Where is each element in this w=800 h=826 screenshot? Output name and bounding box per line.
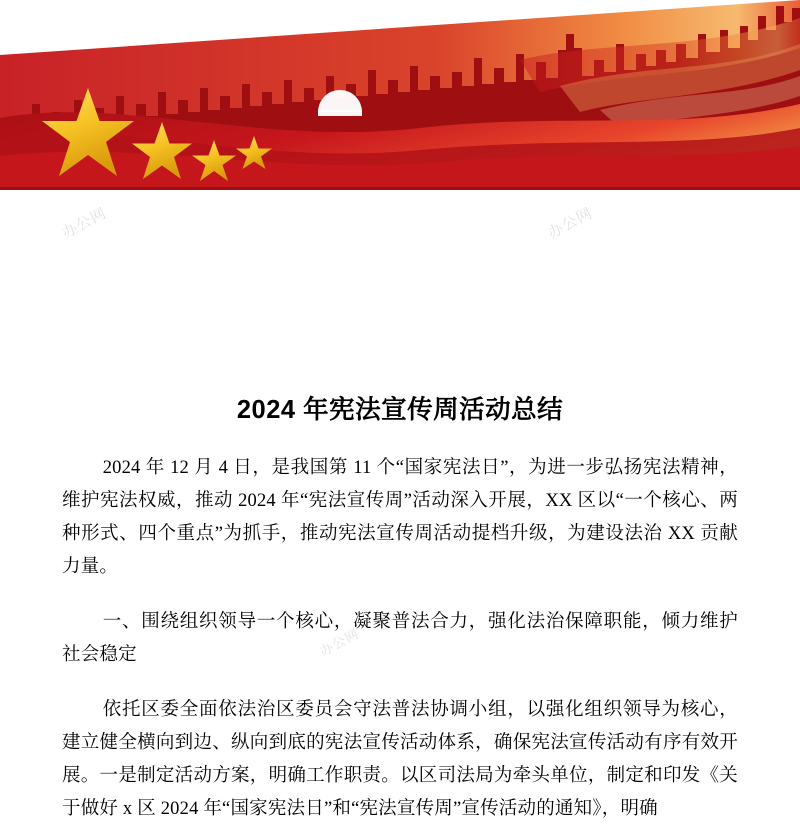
page-banner (0, 0, 800, 190)
document-body (0, 390, 800, 826)
watermark-center: 办公网 (317, 625, 362, 659)
watermark-right: 办公网 (545, 204, 596, 243)
paragraph-intro: 2024 年 12 月 4 日，是我国第 11 个“国家宪法日”，为进一步弘扬宪法精神，维护宪法权威，推动 2024 年“宪法宣传周”活动深入开展，XX 区以“一个核心、两种形式、四个重点”为抓手，推动宪法宣传周活动提档升级，为建设法治 XX 贡献力量。 (62, 458, 738, 577)
page-title: 2024 年宪法宣传周活动总结 (236, 396, 564, 424)
banner-artwork (0, 0, 800, 190)
paragraph-body-1: 依托区委全面依法治区委员会守法普法协调小组，以强化组织领导为核心，建立健全横向到边、纵向到底的宪法宣传活动体系，确保宪法宣传活动有序有效开展。一是制定活动方案，明确工作职责。以区司法局为牵头单位，制定和印发《关于做好 x 区 2024 年“国家宪法日”和“宪法宣传周”宣传活动的通知》，明确 (62, 700, 738, 819)
banner-bottom-rule (0, 187, 800, 190)
watermark-left: 办公网 (59, 204, 110, 243)
paragraph-section-heading-1: 一、围绕组织领导一个核心，凝聚普法合力，强化法治保障职能，倾力维护社会稳定 (62, 612, 738, 665)
